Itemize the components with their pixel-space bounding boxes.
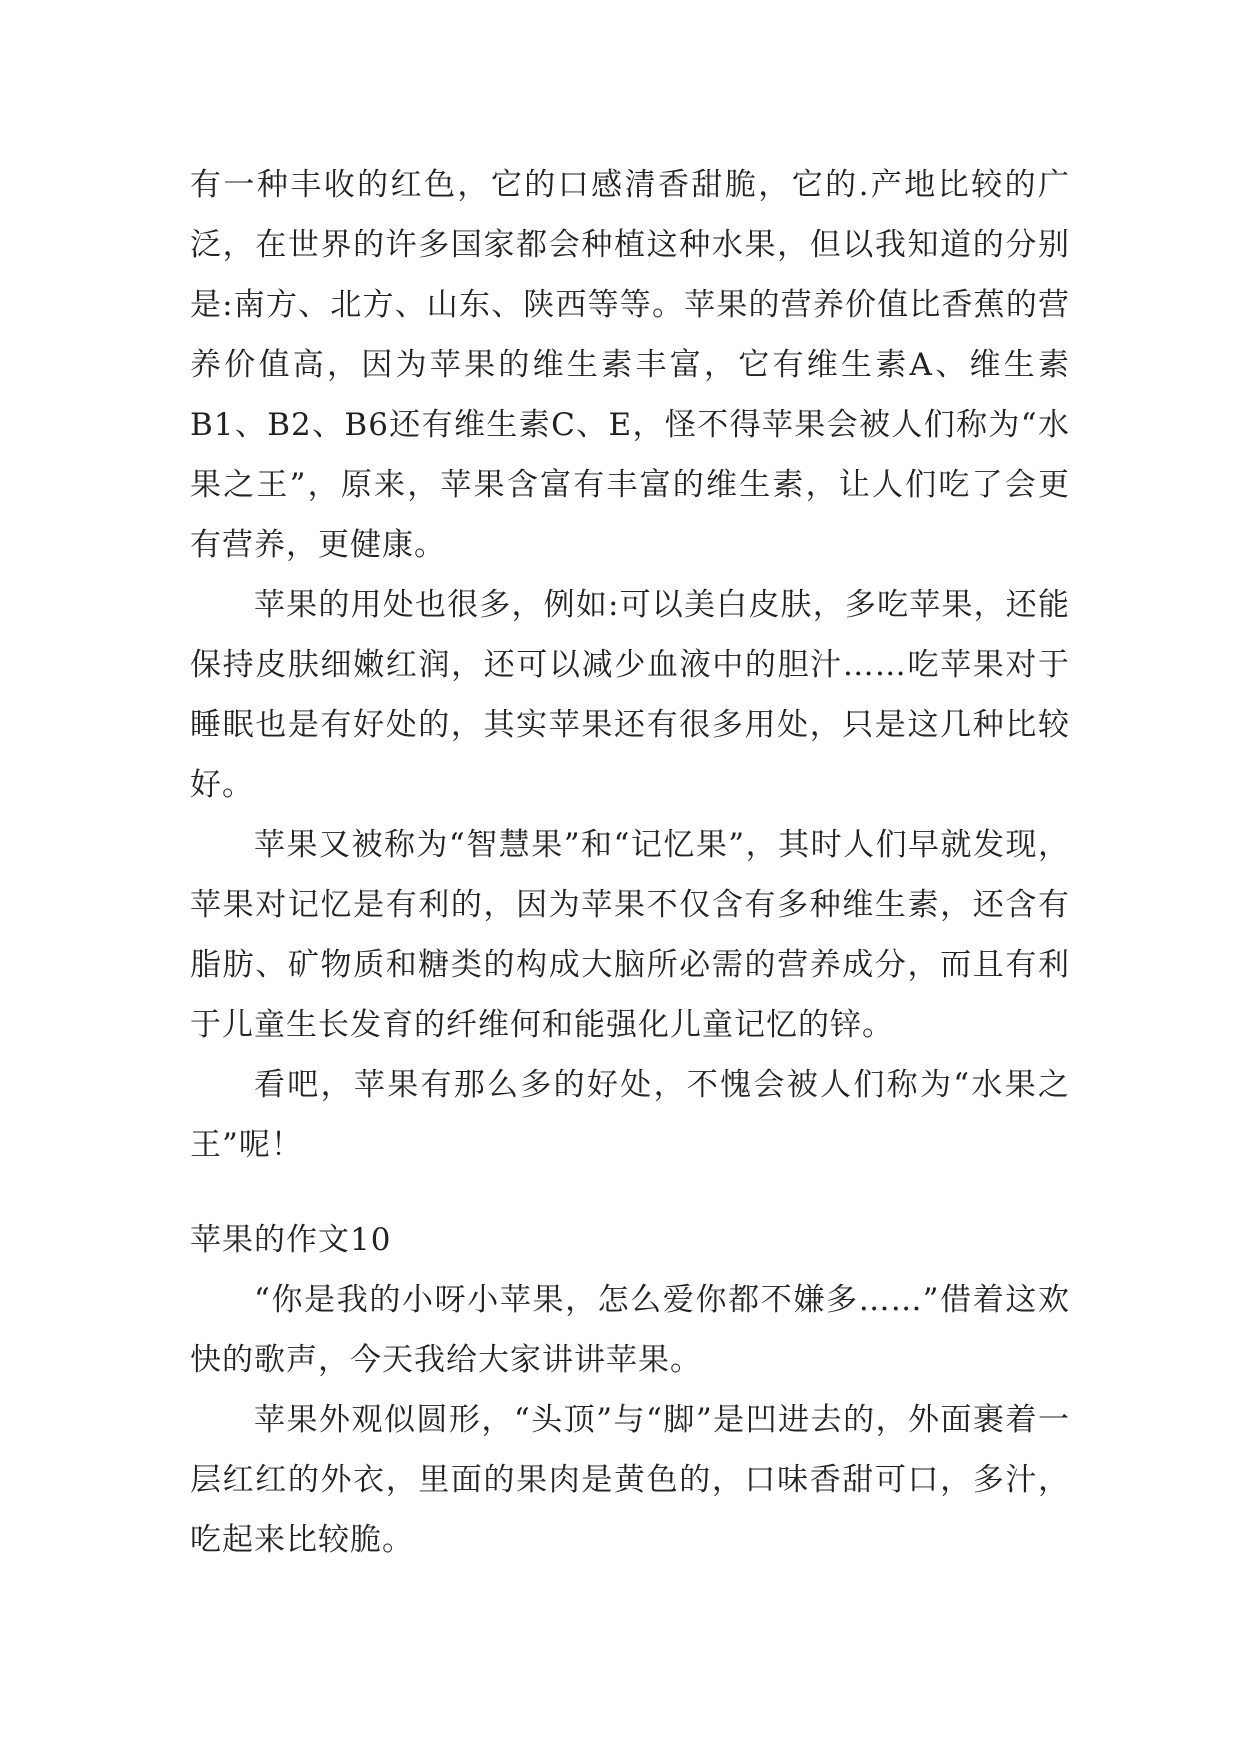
paragraph-appearance: 苹果外观似圆形，“头顶”与“脚”是凹进去的，外面裹着一层红红的外衣，里面的果肉是黄色的，口味香甜可口，多汁，吃起来比较脆。 [190, 1402, 1070, 1558]
paragraph-conclusion: 看吧，苹果有那么多的好处，不愧会被人们称为“水果之王”呢！ [190, 1067, 1070, 1163]
paragraph-wisdom-fruit: 苹果又被称为“智慧果”和“记忆果”，其时人们早就发现，苹果对记忆是有利的，因为苹果不仅含有多种维生素，还含有脂肪、矿物质和糖类的构成大脑所必需的营养成分，而且有利于儿童生长发育的纤维何和能强化儿童记忆的锌。 [190, 827, 1070, 1043]
paragraph-continuation: 有一种丰收的红色，它的口感清香甜脆，它的.产地比较的广泛，在世界的许多国家都会种植这种水果，但以我知道的分别是:南方、北方、山东、陕西等等。苹果的营养价值比香蕉的营养价值高，因为苹果的维生素丰富，它有维生素A、维生素B1、B2、B6还有维生素C、E，怪不得苹果会被人们称为“水果之王”，原来，苹果含富有丰富的维生素，让人们吃了会更有营养，更健康。 [190, 167, 1070, 563]
essay-body-part1 [190, 155, 1070, 1175]
paragraph-apple-uses: 苹果的用处也很多，例如:可以美白皮肤，多吃苹果，还能保持皮肤细嫩红润，还可以减少血液中的胆汁……吃苹果对于睡眠也是有好处的，其实苹果还有很多用处，只是这几种比较好。 [190, 587, 1070, 803]
section-title: 苹果的作文10 [190, 1222, 392, 1258]
paragraph-song-intro: “你是我的小呀小苹果，怎么爱你都不嫌多……”借着这欢快的歌声，今天我给大家讲讲苹果。 [190, 1282, 1070, 1378]
essay-body-part2 [190, 1210, 1070, 1570]
